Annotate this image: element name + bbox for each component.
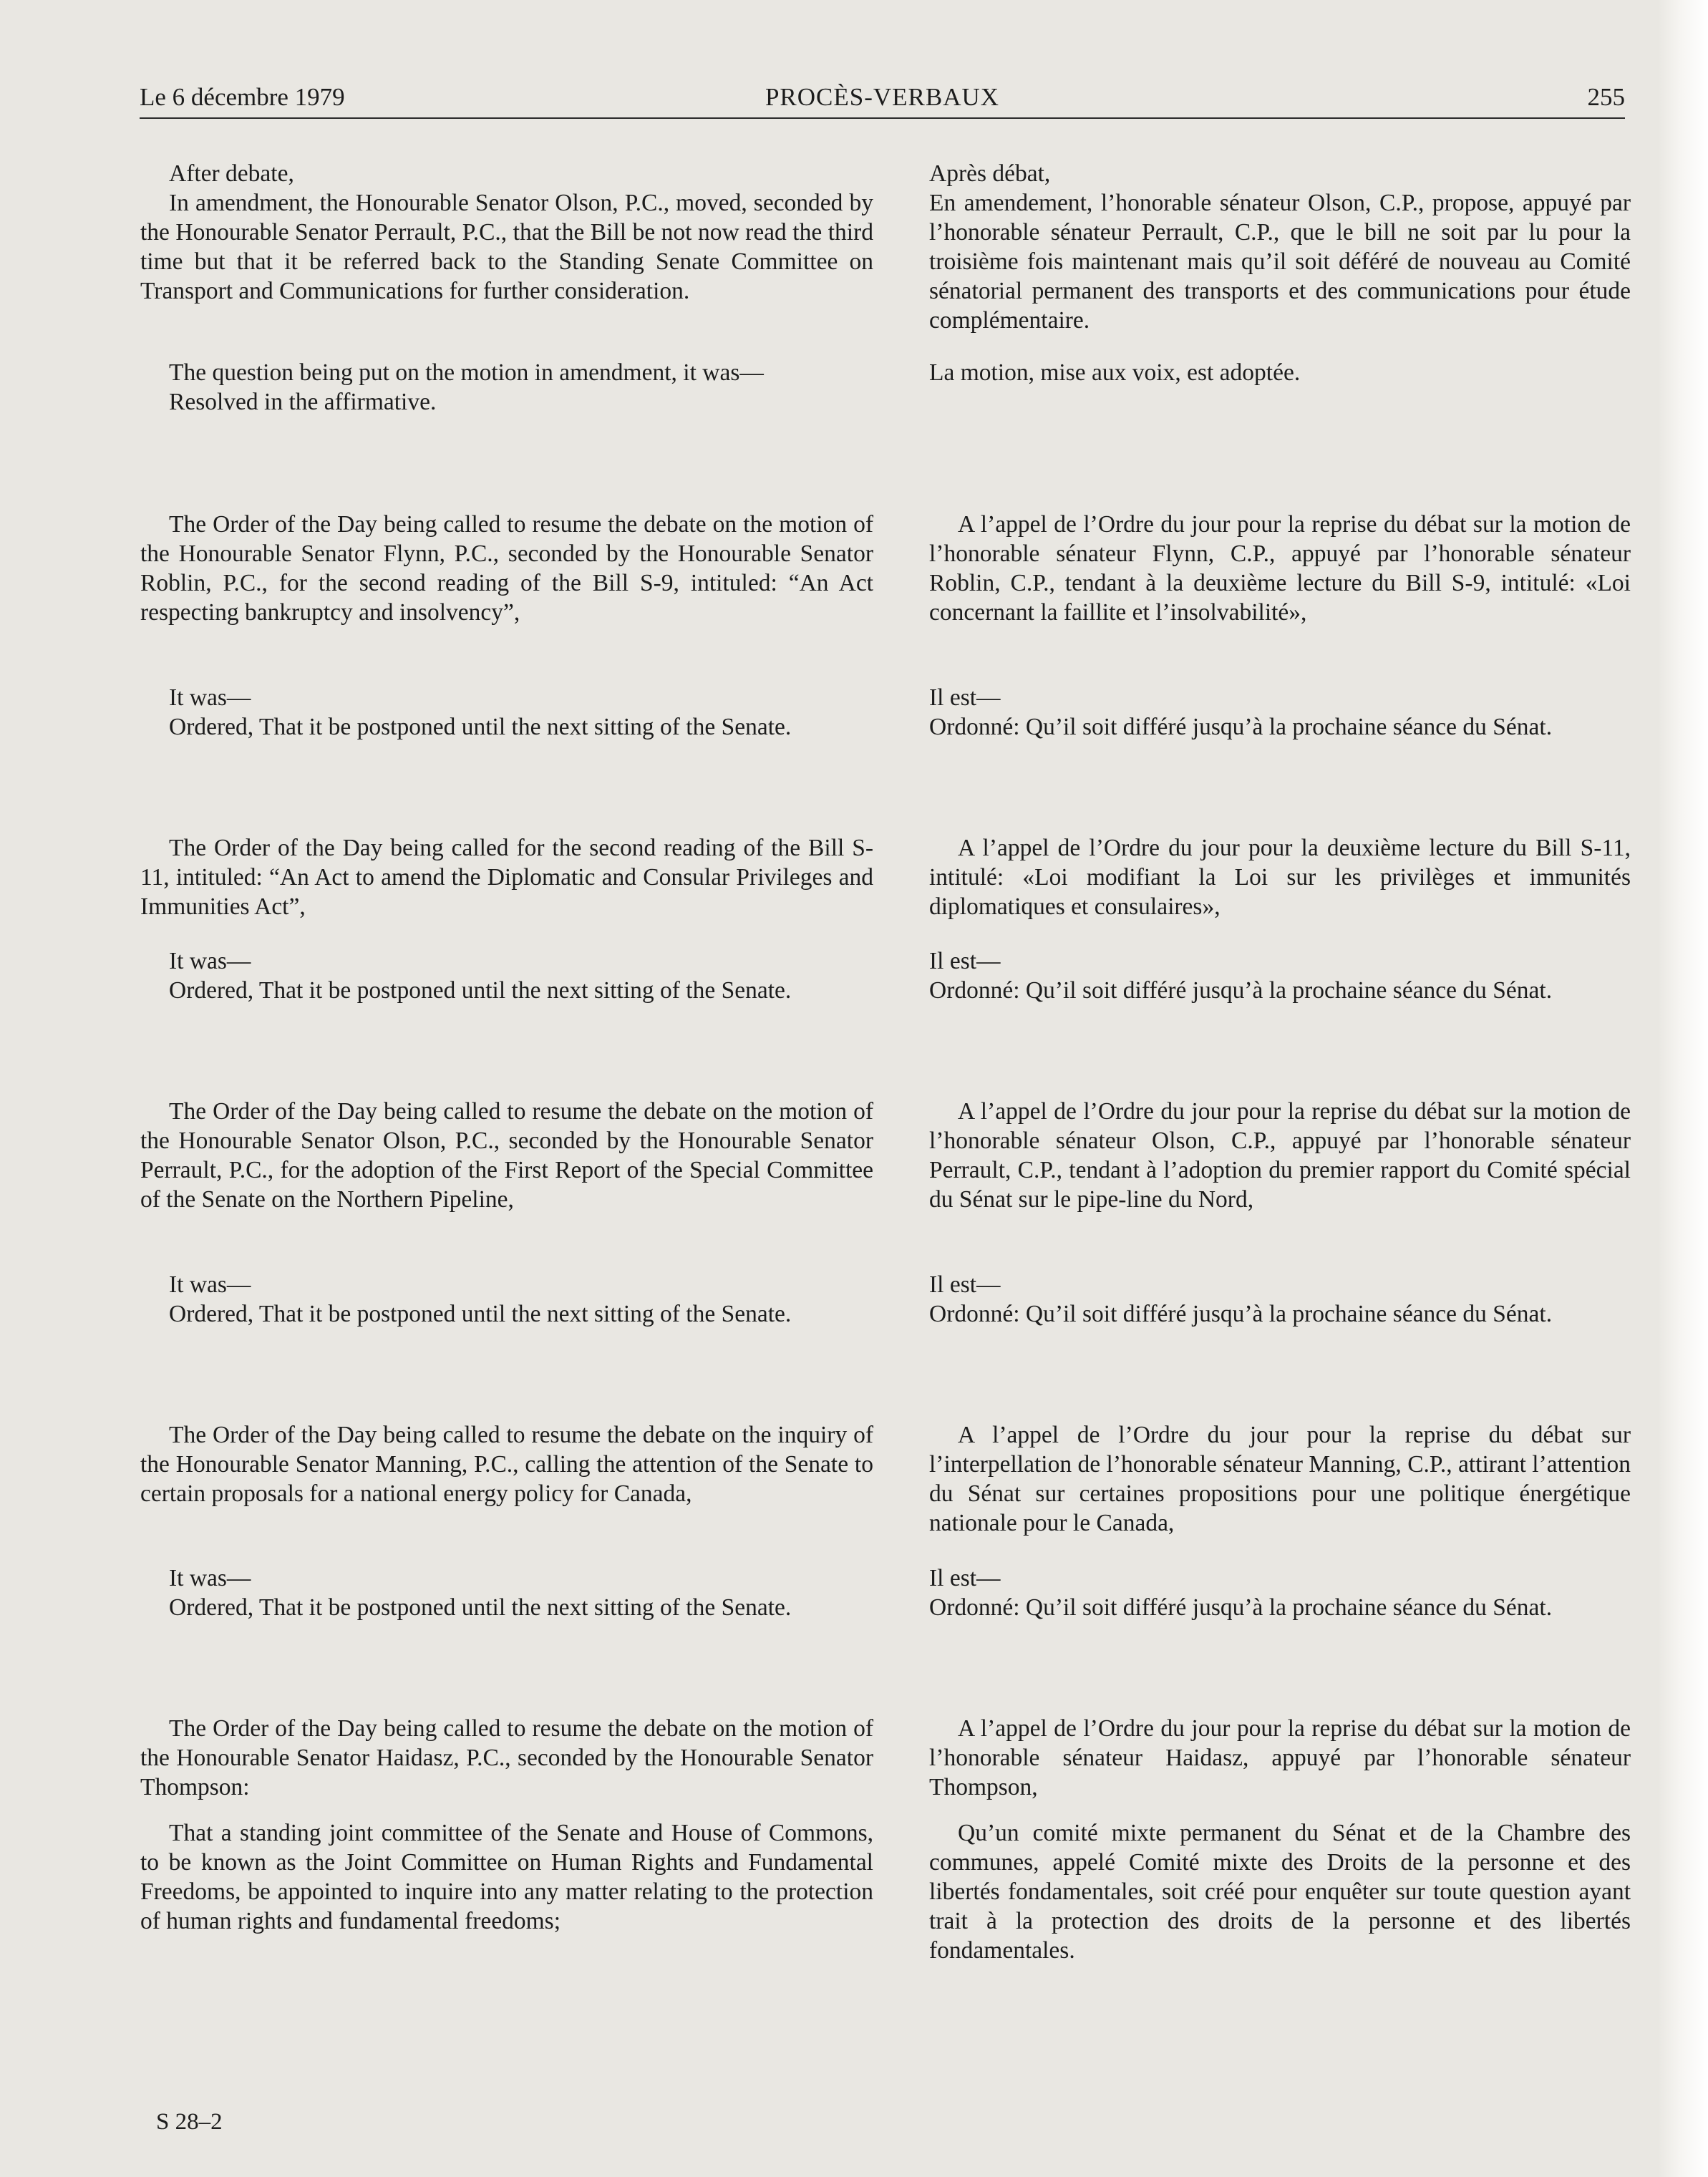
en-block-pipeline-result xyxy=(140,1270,873,1329)
en-block-pipeline xyxy=(140,1097,873,1214)
en-order-pipeline: The Order of the Day being called to resume the debate on the motion of the Honourable Senator Olson, P.C., seconded by the Honourable Senator Perrault, P.C., for the adoption of the First Report of the Special Committee of the Senate on the Northern Pipeline, xyxy=(140,1098,873,1213)
fr-ordonne-pipeline: Ordonné: Qu’il soit différé jusqu’à la prochaine séance du Sénat. xyxy=(929,1301,1553,1327)
en-block-human-rights-motion xyxy=(140,1818,873,1936)
fr-block-adopted xyxy=(929,358,1631,387)
fr-block-pipeline xyxy=(929,1097,1631,1214)
en-ordered-s11: Ordered, That it be postponed until the next sitting of the Senate. xyxy=(169,977,792,1004)
fr-block-human-rights-motion xyxy=(929,1818,1631,1965)
fr-block-energy xyxy=(929,1420,1631,1538)
en-it-was-energy: It was— xyxy=(169,1565,251,1591)
page-number: 255 xyxy=(1587,83,1625,111)
fr-ordonne-s11: Ordonné: Qu’il soit différé jusqu’à la prochaine séance du Sénat. xyxy=(929,977,1553,1004)
en-ordered-pipeline: Ordered, That it be postponed until the next sitting of the Senate. xyxy=(169,1301,792,1327)
fr-human-rights-motion: Qu’un comité mixte permanent du Sénat et de la Chambre des communes, appelé Comité mixte des Droits de la personne et des libertés fondamentales, soit créé pour enquêter sur toute question ayant trait à la protection des droits de la personne et des libertés fondamentales. xyxy=(929,1820,1631,1964)
fr-order-human-rights: A l’appel de l’Ordre du jour pour la reprise du débat sur la motion de l’honorable sénateur Haidasz, appuyé par l’honorable sénateur Thompson, xyxy=(929,1715,1631,1800)
header-rule xyxy=(140,117,1625,119)
fr-ordonne-s9: Ordonné: Qu’il soit différé jusqu’à la prochaine séance du Sénat. xyxy=(929,714,1553,740)
page-header xyxy=(140,77,1625,120)
en-it-was-pipeline: It was— xyxy=(169,1271,251,1298)
en-order-s11: The Order of the Day being called for the second reading of the Bill S-11, intituled: “An Act to amend the Diplomatic and Consular Privileges and Immunities Act”, xyxy=(140,835,873,920)
fr-amendment-paragraph: En amendement, l’honorable sénateur Olson, C.P., propose, appuyé par l’honorable sénateur Perrault, C.P., que le bill ne soit par lu pour la troisième fois maintenant mais qu’il soit déféré de nouveau au Comité sénatorial permanent des transports et des communications pour étude complémentaire. xyxy=(929,190,1631,334)
fr-il-est-s9: Il est— xyxy=(929,684,1001,711)
fr-block-energy-result xyxy=(929,1563,1631,1622)
en-block-energy-result xyxy=(140,1563,873,1622)
en-question-paragraph: The question being put on the motion in amendment, it was— xyxy=(169,359,764,386)
header-date: Le 6 décembre 1979 xyxy=(140,83,345,111)
fr-block-bill-s11 xyxy=(929,833,1631,921)
en-ordered-energy: Ordered, That it be postponed until the next sitting of the Senate. xyxy=(169,1594,792,1621)
en-block-energy xyxy=(140,1420,873,1508)
en-block-s11-result xyxy=(140,946,873,1005)
en-it-was-s9: It was— xyxy=(169,684,251,711)
en-block-s9-result xyxy=(140,683,873,742)
header-title: PROCÈS-VERBAUX xyxy=(765,83,1000,111)
fr-adopted: La motion, mise aux voix, est adoptée. xyxy=(929,359,1301,386)
fr-il-est-energy: Il est— xyxy=(929,1565,1001,1591)
en-block-bill-s9 xyxy=(140,510,873,627)
fr-block-s11-result xyxy=(929,946,1631,1005)
fr-il-est-s11: Il est— xyxy=(929,948,1001,974)
fr-block-human-rights xyxy=(929,1714,1631,1802)
en-order-energy: The Order of the Day being called to resume the debate on the inquiry of the Honourable Senator Manning, P.C., calling the attention of the Senate to certain proposals for a national energy policy for Canada, xyxy=(140,1422,873,1507)
fr-block-amendment xyxy=(929,159,1631,335)
fr-ordonne-energy: Ordonné: Qu’il soit différé jusqu’à la prochaine séance du Sénat. xyxy=(929,1594,1553,1621)
en-block-bill-s11 xyxy=(140,833,873,921)
en-human-rights-motion: That a standing joint committee of the Senate and House of Commons, to be known as the Joint Committee on Human Rights and Fundamental Freedoms, be appointed to inquire into any matter relating to the protection of human rights and fundamental freedoms; xyxy=(140,1820,873,1934)
en-block-amendment xyxy=(140,159,873,306)
page-edge xyxy=(1658,0,1708,2177)
en-resolved: Resolved in the affirmative. xyxy=(169,389,437,415)
fr-order-s11: A l’appel de l’Ordre du jour pour la deuxième lecture du Bill S-11, intitulé: «Loi modifiant la Loi sur les privilèges et immunités diplomatiques et consulaires», xyxy=(929,835,1631,920)
en-amendment-paragraph: In amendment, the Honourable Senator Olson, P.C., moved, seconded by the Honourable Senator Perrault, P.C., that the Bill be not now read the third time but that it be referred back to the Standing Senate Committee on Transport and Communications for further consideration. xyxy=(140,190,873,304)
signature-mark: S 28–2 xyxy=(156,2109,223,2135)
en-it-was-s11: It was— xyxy=(169,948,251,974)
fr-block-bill-s9 xyxy=(929,510,1631,627)
en-block-question xyxy=(140,358,873,417)
fr-il-est-pipeline: Il est— xyxy=(929,1271,1001,1298)
fr-block-pipeline-result xyxy=(929,1270,1631,1329)
fr-order-s9: A l’appel de l’Ordre du jour pour la reprise du débat sur la motion de l’honorable sénateur Flynn, C.P., appuyé par l’honorable sénateur Roblin, C.P., tendant à la deuxième lecture du Bill S-9, intitulé: «Loi concernant la faillite et l’insolvabilité», xyxy=(929,511,1631,626)
en-ordered-s9: Ordered, That it be postponed until the next sitting of the Senate. xyxy=(169,714,792,740)
fr-block-s9-result xyxy=(929,683,1631,742)
fr-after-debate: Après débat, xyxy=(929,160,1051,187)
fr-order-energy: A l’appel de l’Ordre du jour pour la reprise du débat sur l’interpellation de l’honorable sénateur Manning, C.P., attirant l’attention du Sénat sur certaines propositions pour une politique énergétique nationale pour le Canada, xyxy=(929,1422,1631,1536)
en-order-s9: The Order of the Day being called to resume the debate on the motion of the Honourable Senator Flynn, P.C., seconded by the Honourable Senator Roblin, P.C., for the second reading of the Bill S-9, intituled: “An Act respecting bankruptcy and insolvency”, xyxy=(140,511,873,626)
en-block-human-rights xyxy=(140,1714,873,1802)
en-order-human-rights: The Order of the Day being called to resume the debate on the motion of the Honourable Senator Haidasz, P.C., seconded by the Honourable Senator Thompson: xyxy=(140,1715,873,1800)
en-after-debate: After debate, xyxy=(169,160,294,187)
fr-order-pipeline: A l’appel de l’Ordre du jour pour la reprise du débat sur la motion de l’honorable sénateur Olson, C.P., appuyé par l’honorable sénateur Perrault, C.P., tendant à l’adoption du premier rapport du Comité spécial du Sénat sur le pipe-line du Nord, xyxy=(929,1098,1631,1213)
